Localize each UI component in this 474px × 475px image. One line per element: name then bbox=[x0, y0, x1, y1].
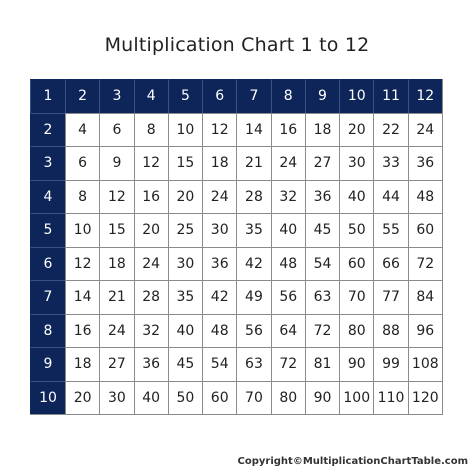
product-cell: 90 bbox=[339, 347, 373, 381]
product-cell: 48 bbox=[271, 247, 305, 281]
product-cell: 100 bbox=[339, 381, 373, 415]
product-cell: 40 bbox=[134, 381, 168, 415]
product-cell: 45 bbox=[168, 347, 202, 381]
column-header-cell: 7 bbox=[236, 79, 270, 113]
product-cell: 60 bbox=[202, 381, 236, 415]
product-cell: 32 bbox=[271, 180, 305, 214]
product-cell: 84 bbox=[408, 280, 442, 314]
product-cell: 36 bbox=[202, 247, 236, 281]
row-header-cell: 6 bbox=[30, 247, 65, 281]
product-cell: 16 bbox=[271, 113, 305, 147]
column-header-cell: 4 bbox=[134, 79, 168, 113]
row-header-cell: 2 bbox=[30, 113, 65, 147]
product-cell: 70 bbox=[339, 280, 373, 314]
product-cell: 8 bbox=[134, 113, 168, 147]
product-cell: 18 bbox=[99, 247, 133, 281]
product-cell: 30 bbox=[339, 146, 373, 180]
row-header-cell: 9 bbox=[30, 347, 65, 381]
product-cell: 108 bbox=[408, 347, 442, 381]
product-cell: 6 bbox=[99, 113, 133, 147]
product-cell: 60 bbox=[408, 213, 442, 247]
row-header-cell: 3 bbox=[30, 146, 65, 180]
product-cell: 14 bbox=[236, 113, 270, 147]
product-cell: 22 bbox=[373, 113, 407, 147]
product-cell: 60 bbox=[339, 247, 373, 281]
row-header-cell: 7 bbox=[30, 280, 65, 314]
product-cell: 42 bbox=[236, 247, 270, 281]
product-cell: 44 bbox=[373, 180, 407, 214]
product-cell: 14 bbox=[65, 280, 99, 314]
product-cell: 63 bbox=[305, 280, 339, 314]
product-cell: 40 bbox=[168, 314, 202, 348]
column-header-cell: 12 bbox=[408, 79, 442, 113]
column-header-cell: 8 bbox=[271, 79, 305, 113]
column-header-cell: 9 bbox=[305, 79, 339, 113]
row-header-cell: 5 bbox=[30, 213, 65, 247]
product-cell: 27 bbox=[99, 347, 133, 381]
product-cell: 30 bbox=[202, 213, 236, 247]
product-cell: 32 bbox=[134, 314, 168, 348]
product-cell: 18 bbox=[305, 113, 339, 147]
product-cell: 28 bbox=[236, 180, 270, 214]
product-cell: 96 bbox=[408, 314, 442, 348]
product-cell: 36 bbox=[305, 180, 339, 214]
page-title: Multiplication Chart 1 to 12 bbox=[104, 34, 370, 56]
product-cell: 55 bbox=[373, 213, 407, 247]
multiplication-table bbox=[30, 79, 443, 415]
product-cell: 8 bbox=[65, 180, 99, 214]
column-header-cell: 10 bbox=[339, 79, 373, 113]
product-cell: 33 bbox=[373, 146, 407, 180]
product-cell: 24 bbox=[202, 180, 236, 214]
product-cell: 6 bbox=[65, 146, 99, 180]
product-cell: 49 bbox=[236, 280, 270, 314]
product-cell: 20 bbox=[168, 180, 202, 214]
product-cell: 12 bbox=[65, 247, 99, 281]
product-cell: 45 bbox=[305, 213, 339, 247]
column-header-cell: 11 bbox=[373, 79, 407, 113]
product-cell: 18 bbox=[65, 347, 99, 381]
product-cell: 66 bbox=[373, 247, 407, 281]
column-header-cell: 5 bbox=[168, 79, 202, 113]
product-cell: 54 bbox=[305, 247, 339, 281]
column-header-cell: 3 bbox=[99, 79, 133, 113]
product-cell: 72 bbox=[271, 347, 305, 381]
corner-header-cell: 1 bbox=[30, 79, 65, 113]
row-header-cell: 10 bbox=[30, 381, 65, 415]
product-cell: 72 bbox=[408, 247, 442, 281]
product-cell: 40 bbox=[339, 180, 373, 214]
product-cell: 70 bbox=[236, 381, 270, 415]
product-cell: 20 bbox=[65, 381, 99, 415]
product-cell: 15 bbox=[99, 213, 133, 247]
product-cell: 56 bbox=[271, 280, 305, 314]
product-cell: 12 bbox=[134, 146, 168, 180]
row-header-cell: 4 bbox=[30, 180, 65, 214]
product-cell: 24 bbox=[408, 113, 442, 147]
product-cell: 63 bbox=[236, 347, 270, 381]
product-cell: 36 bbox=[408, 146, 442, 180]
product-cell: 10 bbox=[168, 113, 202, 147]
product-cell: 9 bbox=[99, 146, 133, 180]
product-cell: 15 bbox=[168, 146, 202, 180]
row-header-cell: 8 bbox=[30, 314, 65, 348]
product-cell: 30 bbox=[99, 381, 133, 415]
product-cell: 54 bbox=[202, 347, 236, 381]
product-cell: 35 bbox=[236, 213, 270, 247]
product-cell: 20 bbox=[134, 213, 168, 247]
product-cell: 16 bbox=[134, 180, 168, 214]
copyright-text: Copyright©MultiplicationChartTable.com bbox=[237, 456, 468, 467]
product-cell: 30 bbox=[168, 247, 202, 281]
product-cell: 80 bbox=[271, 381, 305, 415]
product-cell: 80 bbox=[339, 314, 373, 348]
product-cell: 16 bbox=[65, 314, 99, 348]
product-cell: 12 bbox=[99, 180, 133, 214]
product-cell: 64 bbox=[271, 314, 305, 348]
product-cell: 20 bbox=[339, 113, 373, 147]
product-cell: 21 bbox=[236, 146, 270, 180]
column-header-cell: 2 bbox=[65, 79, 99, 113]
product-cell: 99 bbox=[373, 347, 407, 381]
product-cell: 72 bbox=[305, 314, 339, 348]
product-cell: 88 bbox=[373, 314, 407, 348]
product-cell: 18 bbox=[202, 146, 236, 180]
product-cell: 50 bbox=[168, 381, 202, 415]
product-cell: 21 bbox=[99, 280, 133, 314]
product-cell: 77 bbox=[373, 280, 407, 314]
product-cell: 10 bbox=[65, 213, 99, 247]
product-cell: 4 bbox=[65, 113, 99, 147]
product-cell: 12 bbox=[202, 113, 236, 147]
product-cell: 81 bbox=[305, 347, 339, 381]
product-cell: 40 bbox=[271, 213, 305, 247]
product-cell: 56 bbox=[236, 314, 270, 348]
product-cell: 25 bbox=[168, 213, 202, 247]
product-cell: 42 bbox=[202, 280, 236, 314]
product-cell: 24 bbox=[134, 247, 168, 281]
product-cell: 48 bbox=[202, 314, 236, 348]
product-cell: 35 bbox=[168, 280, 202, 314]
product-cell: 90 bbox=[305, 381, 339, 415]
product-cell: 120 bbox=[408, 381, 442, 415]
product-cell: 36 bbox=[134, 347, 168, 381]
product-cell: 27 bbox=[305, 146, 339, 180]
product-cell: 110 bbox=[373, 381, 407, 415]
product-cell: 24 bbox=[99, 314, 133, 348]
column-header-cell: 6 bbox=[202, 79, 236, 113]
product-cell: 48 bbox=[408, 180, 442, 214]
product-cell: 50 bbox=[339, 213, 373, 247]
product-cell: 28 bbox=[134, 280, 168, 314]
product-cell: 24 bbox=[271, 146, 305, 180]
